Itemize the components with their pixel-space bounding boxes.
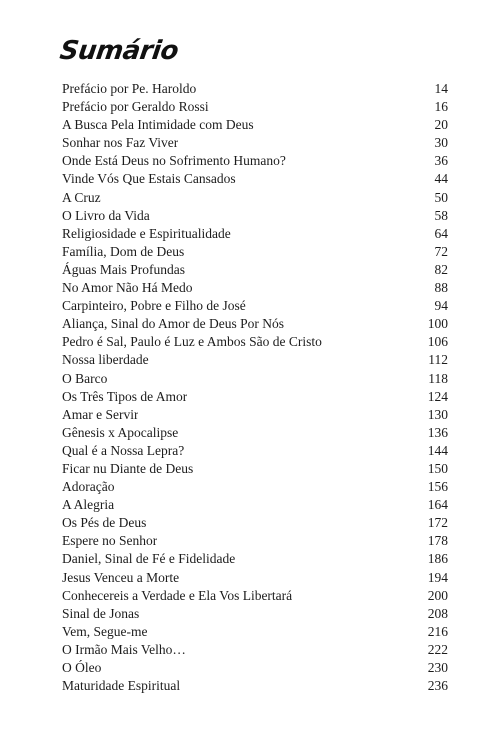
toc-entry-title: Nossa liberdade bbox=[62, 352, 149, 368]
toc-entry-page-number: 236 bbox=[427, 678, 448, 694]
toc-entry-page-number: 82 bbox=[434, 261, 448, 277]
toc-entry-title: O Livro da Vida bbox=[62, 207, 150, 223]
toc-entry-title: O Barco bbox=[62, 370, 108, 386]
toc-entry-page-number: 64 bbox=[434, 225, 448, 241]
toc-entry-title: A Busca Pela Intimidade com Deus bbox=[62, 117, 254, 133]
toc-entry bbox=[62, 98, 448, 116]
toc-entry bbox=[62, 460, 448, 478]
toc-entry-page-number: 186 bbox=[427, 551, 448, 567]
toc-entry bbox=[62, 641, 448, 659]
toc-entry bbox=[62, 279, 448, 297]
toc-entry bbox=[62, 351, 448, 369]
toc-entry bbox=[62, 333, 448, 351]
toc-entry bbox=[62, 225, 448, 243]
toc-entry-title: Ficar nu Diante de Deus bbox=[62, 460, 194, 476]
toc-entry bbox=[62, 623, 448, 641]
toc-entry-page-number: 208 bbox=[427, 605, 448, 621]
toc-entry-title: Os Pés de Deus bbox=[62, 515, 147, 531]
toc-entry-page-number: 94 bbox=[434, 298, 448, 314]
toc-entry-title: Vinde Vós Que Estais Cansados bbox=[62, 171, 236, 187]
toc-entry-page-number: 150 bbox=[427, 460, 448, 476]
toc-entry bbox=[62, 478, 448, 496]
toc-entry bbox=[62, 514, 448, 532]
toc-entry-page-number: 72 bbox=[434, 243, 448, 259]
toc-entry bbox=[62, 569, 448, 587]
toc-entry-page-number: 230 bbox=[427, 660, 448, 675]
toc-entry bbox=[62, 261, 448, 279]
toc-entry-title: Espere no Senhor bbox=[62, 533, 158, 549]
toc-entry bbox=[62, 116, 448, 134]
toc-entry bbox=[62, 605, 448, 623]
toc-entry-title: Daniel, Sinal de Fé e Fidelidade bbox=[62, 551, 236, 567]
toc-entry-title: Sinal de Jonas bbox=[62, 605, 140, 621]
toc-entry-page-number: 36 bbox=[434, 153, 448, 169]
toc-entry-page-number: 124 bbox=[427, 388, 448, 404]
toc-entry-title: Os Três Tipos de Amor bbox=[62, 388, 188, 404]
toc-entry-page-number: 216 bbox=[427, 623, 448, 639]
toc-entry-page-number: 194 bbox=[427, 569, 448, 585]
toc-entry-page-number: 44 bbox=[434, 171, 448, 187]
toc-entry bbox=[62, 388, 448, 406]
toc-entry-title: Vem, Segue-me bbox=[62, 623, 148, 639]
toc-entry bbox=[62, 424, 448, 442]
toc-entry-title: Onde Está Deus no Sofrimento Humano? bbox=[62, 153, 286, 169]
toc-entry-title: Amar e Servir bbox=[62, 406, 139, 422]
toc-entry-page-number: 14 bbox=[434, 81, 448, 96]
toc-entry-title: No Amor Não Há Medo bbox=[62, 280, 193, 296]
toc-entry-title: Carpinteiro, Pobre e Filho de José bbox=[62, 298, 246, 314]
toc-entry bbox=[62, 207, 448, 225]
toc-entry-title: O Óleo bbox=[62, 660, 102, 675]
toc-entry-title: Gênesis x Apocalipse bbox=[62, 424, 179, 440]
toc-entry bbox=[62, 243, 448, 261]
toc-entry bbox=[62, 297, 448, 315]
toc-entry-title: Águas Mais Profundas bbox=[62, 261, 185, 277]
toc-entry-title: Prefácio por Geraldo Rossi bbox=[62, 99, 209, 115]
toc-entry-title: Maturidade Espiritual bbox=[62, 678, 181, 694]
toc-entry-page-number: 112 bbox=[428, 352, 448, 368]
toc-entry bbox=[62, 370, 448, 388]
toc-entry-page-number: 88 bbox=[434, 280, 448, 296]
toc-entry-title: Religiosidade e Espiritualidade bbox=[62, 225, 231, 241]
toc-entry bbox=[62, 134, 448, 152]
toc-entry-title: Qual é a Nossa Lepra? bbox=[62, 442, 185, 458]
toc-entry bbox=[62, 677, 448, 695]
toc-entry-title: A Cruz bbox=[62, 189, 101, 205]
toc-entry-title: Aliança, Sinal do Amor de Deus Por Nós bbox=[62, 316, 284, 332]
toc-entry-page-number: 130 bbox=[427, 406, 448, 422]
toc-entry-page-number: 222 bbox=[427, 641, 448, 657]
toc-entry-page-number: 144 bbox=[427, 442, 448, 458]
toc-entry bbox=[62, 406, 448, 424]
toc-entry-page-number: 172 bbox=[427, 515, 448, 531]
toc-entry-title: Jesus Venceu a Morte bbox=[62, 569, 180, 585]
toc-entry bbox=[62, 442, 448, 460]
toc-entry-page-number: 30 bbox=[434, 135, 448, 151]
toc-entry-title: Sonhar nos Faz Viver bbox=[62, 135, 179, 151]
toc-entry bbox=[62, 170, 448, 188]
toc-entry-page-number: 164 bbox=[427, 497, 448, 513]
table-of-contents bbox=[62, 80, 448, 695]
toc-entry-title: Adoração bbox=[62, 479, 115, 495]
toc-entry-title: Conhecereis a Verdade e Ela Vos Libertará bbox=[62, 587, 293, 603]
toc-entry bbox=[62, 189, 448, 207]
toc-entry-page-number: 200 bbox=[427, 587, 448, 603]
toc-entry-title: Pedro é Sal, Paulo é Luz e Ambos São de Cristo bbox=[62, 334, 322, 350]
toc-entry-page-number: 50 bbox=[434, 189, 448, 205]
toc-entry bbox=[62, 659, 448, 677]
page-title: Sumário bbox=[57, 36, 181, 66]
toc-entry-title: Família, Dom de Deus bbox=[62, 243, 185, 259]
toc-entry-page-number: 16 bbox=[434, 99, 448, 115]
toc-entry-page-number: 178 bbox=[427, 533, 448, 549]
toc-entry bbox=[62, 587, 448, 605]
toc-entry bbox=[62, 152, 448, 170]
toc-entry-page-number: 136 bbox=[427, 424, 448, 440]
toc-entry-title: Prefácio por Pe. Haroldo bbox=[62, 81, 197, 96]
toc-entry bbox=[62, 550, 448, 568]
toc-entry-page-number: 20 bbox=[434, 117, 448, 133]
toc-entry-page-number: 156 bbox=[427, 479, 448, 495]
toc-entry bbox=[62, 532, 448, 550]
toc-entry-page-number: 106 bbox=[427, 334, 448, 350]
toc-entry-page-number: 118 bbox=[428, 370, 448, 386]
toc-entry bbox=[62, 496, 448, 514]
toc-entry bbox=[62, 315, 448, 333]
toc-entry bbox=[62, 80, 448, 98]
toc-entry-page-number: 100 bbox=[427, 316, 448, 332]
toc-entry-title: O Irmão Mais Velho… bbox=[62, 641, 186, 657]
toc-entry-title: A Alegria bbox=[62, 497, 115, 513]
toc-entry-page-number: 58 bbox=[434, 207, 448, 223]
